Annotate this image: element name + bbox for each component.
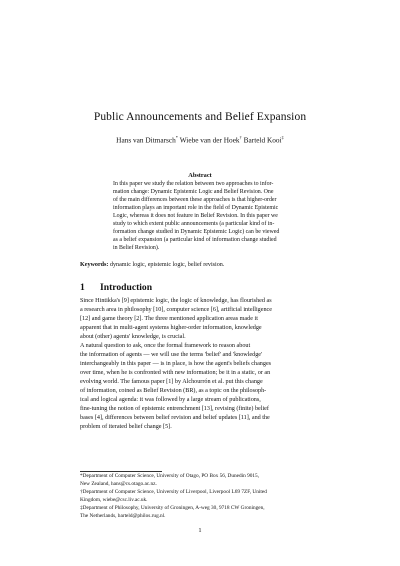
author-footnote-mark: *	[175, 135, 178, 140]
body-line: a research area in philosophy [10], computer science [6], artificial intelligence	[80, 307, 272, 313]
body-line: [12] and game theory [2]. The three mentioned application areas made it	[80, 316, 258, 322]
footnote-line: Kingdom, wiebe@csc.liv.ac.uk.	[80, 497, 148, 503]
body-line: fine-tuning the notion of epistemic entrenchment [13], revising (finite) belief	[80, 406, 269, 412]
footnote-line: †Department of Computer Science, University of Liverpool, Liverpool L69 7ZF, United	[80, 489, 267, 495]
section-heading	[80, 282, 152, 293]
author-list	[0, 135, 400, 144]
abstract-line: as a belief expansion (a particular kind of information change studied	[113, 237, 277, 243]
abstract-line: information plays an important role in the field of Dynamic Epistemic	[113, 205, 279, 211]
abstract-line: study to which extent public announcements (a particular kind of in-	[113, 221, 275, 227]
body-line: evolving world. The famous paper [1] by Alchourrón et al. put this change	[80, 379, 263, 385]
keywords-label: Keywords:	[80, 262, 109, 268]
footnote-line: *Department of Computer Science, University of Otago, PO Box 56, Dunedin 9015,	[80, 473, 260, 479]
footnote-line: The Netherlands, barteld@philos.rug.nl.	[80, 513, 166, 519]
keywords-text: dynamic logic, epistemic logic, belief revision.	[108, 262, 225, 268]
abstract-line: mation change: Dynamic Epistemic Logic and Belief Revision. One	[113, 189, 274, 195]
body-line: apparent that in multi-agent systems higher-order information, knowledge	[80, 325, 262, 331]
keywords	[80, 262, 224, 268]
footnote-rule	[80, 471, 162, 472]
abstract-line: In this paper we study the relation between two approaches to infor-	[113, 181, 274, 187]
body-line: A natural question to ask, once the formal framework to reason about	[80, 343, 251, 349]
section-title: Introduction	[100, 282, 153, 293]
page-number: 1	[198, 527, 202, 534]
abstract-line: formation change studied in Dynamic Epistemic Logic) can be viewed	[113, 229, 280, 235]
author-name: Hans van Ditmarsch	[116, 135, 176, 145]
footnote-line: ‡Department of Philosophy, University of Groningen, A-weg 30, 9718 CW Groningen,	[80, 505, 265, 511]
abstract-line: in Belief Revision).	[113, 245, 160, 251]
author-name: Wiebe van der Hoek	[179, 135, 240, 145]
author-name: Barteld Kooi	[243, 135, 282, 145]
footnote-line: New Zealand, hans@cs.otago.ac.nz.	[80, 481, 157, 487]
body-line: ical and logical agenda: it was followed by a large stream of publications,	[80, 397, 261, 403]
body-line: interchangeably in this paper — is in place, is how the agent's beliefs changes	[80, 361, 272, 367]
body-line: over time, when he is confronted with new information; be it in a static, or an	[80, 370, 271, 376]
author-footnote-mark: ‡	[281, 135, 284, 140]
body-line: the information of agents — we will use the terms 'belief' and 'knowledge'	[80, 352, 263, 358]
abstract-line: of the main differences between these approaches is that higher-order	[113, 197, 277, 203]
paper-title: Public Announcements and Belief Expansion	[93, 111, 307, 123]
author-footnote-mark: †	[239, 135, 242, 140]
abstract-line: Logic, whereas it does not feature in Belief Revision. In this paper we	[113, 213, 278, 219]
body-line: bases [4], differences between belief revision and belief updates [11], and the	[80, 415, 270, 421]
section-number: 1	[80, 282, 85, 293]
body-line: Since Hintikka's [9] epistemic logic, the logic of knowledge, has flourished as	[80, 298, 272, 304]
body-line: about (other) agents' knowledge, is crucial.	[80, 334, 186, 340]
abstract-heading: Abstract	[188, 172, 212, 179]
body-line: problem of iterated belief change [5].	[80, 424, 172, 430]
body-line: of information, coined as Belief Revision (BR), as a topic on the philosoph-	[80, 388, 267, 394]
